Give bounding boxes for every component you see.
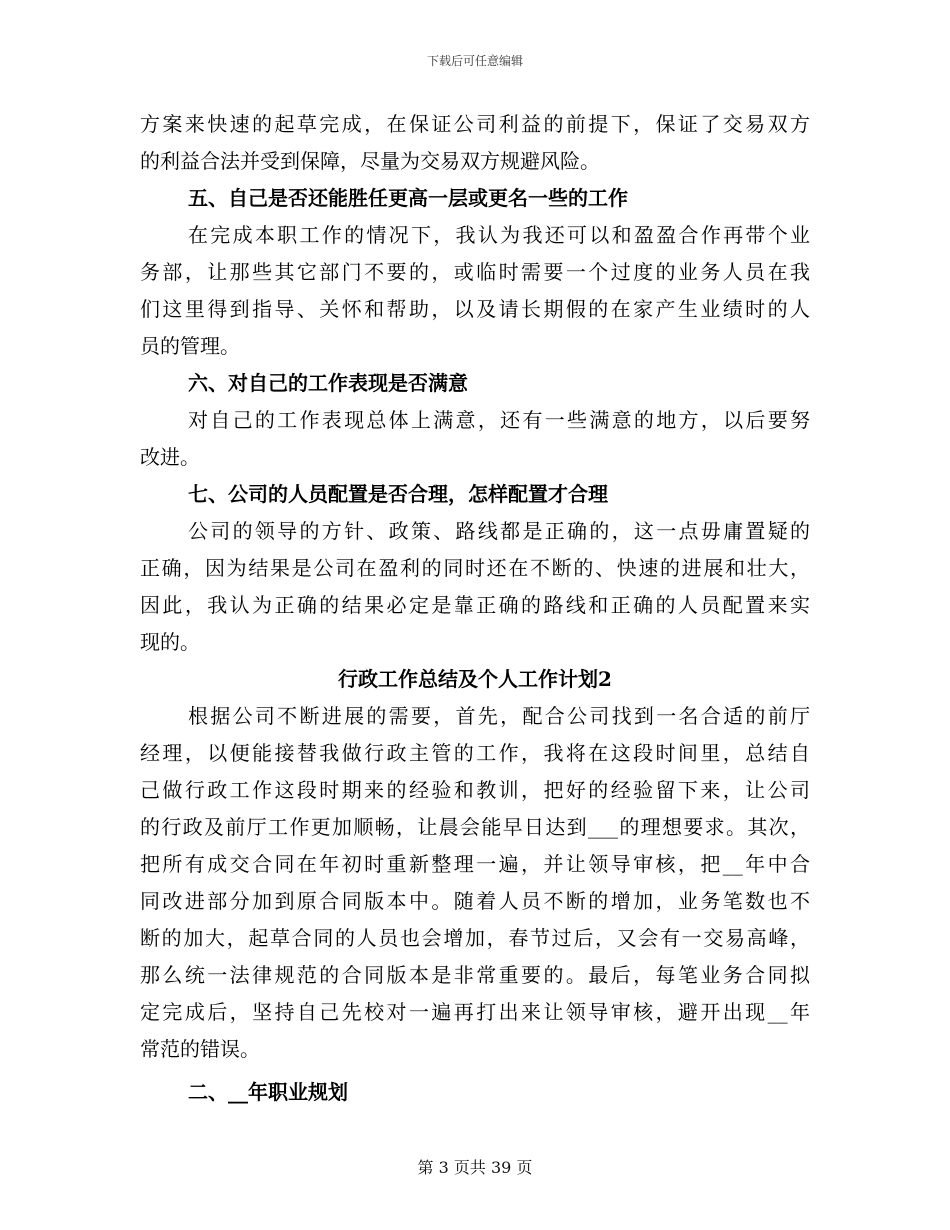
paragraph-line: 在完成本职工作的情况下，我认为我还可以和盈盈合作再带个业 (188, 223, 810, 247)
paragraph-line: 正确，因为结果是公司在盈利的同时还在不断的、快速的进展和壮大， (140, 556, 810, 580)
section-heading: 六、对自己的工作表现是否满意 (188, 371, 468, 395)
paragraph-line: 公司的领导的方针、政策、路线都是正确的，这一点毋庸置疑的 (188, 519, 810, 543)
paragraph-line: 的行政及前厅工作更加顺畅，让晨会能早日达到___的理想要求。其次， (140, 815, 810, 839)
section-heading: 五、自己是否还能胜任更高一层或更名一些的工作 (188, 186, 628, 210)
page-footer: 第 3 页共 39 页 (417, 1158, 533, 1177)
paragraph-line: 把所有成交合同在年初时重新整理一遍，并让领导审核，把__年中合 (140, 852, 810, 876)
paragraph-line: 现的。 (140, 630, 200, 654)
paragraph-line: 务部，让那些其它部门不要的，或临时需要一个过度的业务人员在我 (140, 260, 810, 284)
paragraph-line: 经理，以便能接替我做行政主管的工作，我将在这段时间里，总结自 (140, 741, 810, 765)
paragraph-line: 员的管理。 (140, 334, 240, 358)
paragraph-line: 同改进部分加到原合同版本中。随着人员不断的增加，业务笔数也不 (140, 889, 810, 913)
section-heading: 二、__年职业规划 (188, 1080, 348, 1104)
paragraph-line: 方案来快速的起草完成，在保证公司利益的前提下，保证了交易双方 (140, 112, 810, 136)
paragraph-line: 常范的错误。 (140, 1037, 260, 1061)
paragraph-line: 那么统一法律规范的合同版本是非常重要的。最后，每笔业务合同拟 (140, 963, 810, 987)
document-title: 行政工作总结及个人工作计划2 (338, 667, 612, 691)
paragraph-line: 己做行政工作这段时期来的经验和教训，把好的经验留下来，让公司 (140, 778, 810, 802)
paragraph-line: 们这里得到指导、关怀和帮助，以及请长期假的在家产生业绩时的人 (140, 297, 810, 321)
document-body (140, 106, 810, 1111)
page-header: 下载后可任意编辑 (426, 54, 523, 68)
paragraph-line: 断的加大，起草合同的人员也会增加，春节过后，又会有一交易高峰， (140, 926, 810, 950)
paragraph-line: 定完成后，坚持自己先校对一遍再打出来让领导审核，避开出现__年 (140, 1000, 810, 1024)
paragraph-line: 对自己的工作表现总体上满意，还有一些满意的地方，以后要努 (188, 408, 810, 432)
paragraph-line: 因此，我认为正确的结果必定是靠正确的路线和正确的人员配置来实 (140, 593, 810, 617)
paragraph-line: 的利益合法并受到保障，尽量为交易双方规避风险。 (140, 149, 600, 173)
paragraph-line: 根据公司不断进展的需要，首先，配合公司找到一名合适的前厅 (188, 704, 810, 728)
section-heading: 七、公司的人员配置是否合理，怎样配置才合理 (188, 482, 608, 506)
paragraph-line: 改进。 (140, 445, 200, 469)
